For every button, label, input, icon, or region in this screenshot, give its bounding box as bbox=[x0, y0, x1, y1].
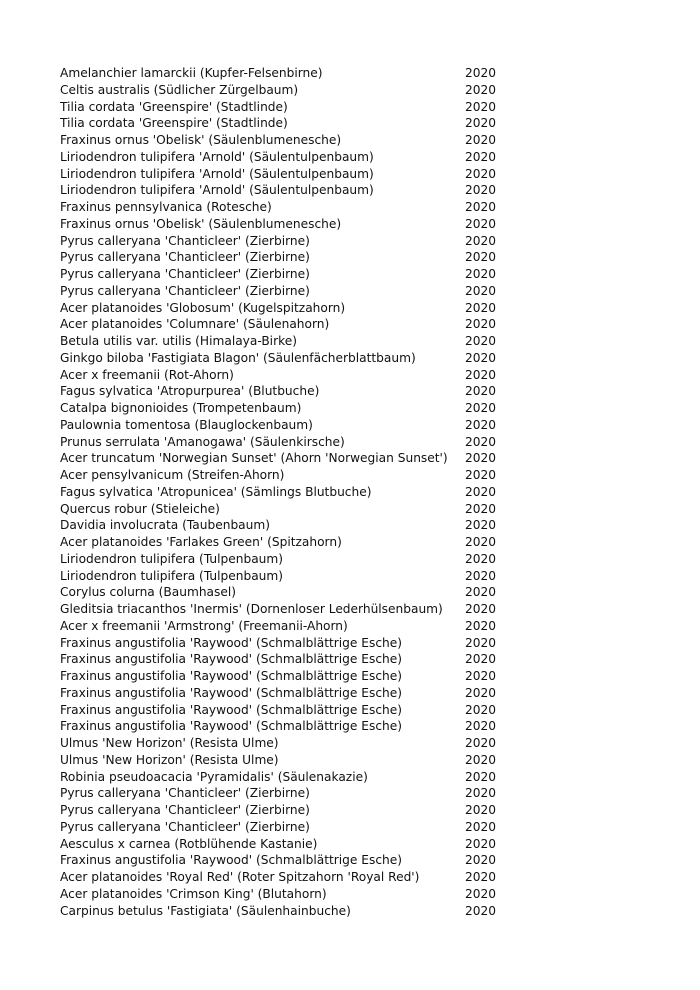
list-item bbox=[60, 199, 520, 216]
tree-name: Fagus sylvatica 'Atropurpurea' (Blutbuche) bbox=[60, 384, 320, 399]
tree-name: Carpinus betulus 'Fastigiata' (Säulenhainbuche) bbox=[60, 903, 351, 918]
list-item bbox=[60, 367, 520, 384]
tree-name: Liriodendron tulipifera (Tulpenbaum) bbox=[60, 568, 284, 583]
tree-name: Fraxinus ornus 'Obelisk' (Säulenblumenesche) bbox=[60, 216, 342, 231]
planting-year: 2020 bbox=[465, 183, 497, 198]
planting-year: 2020 bbox=[465, 853, 497, 868]
planting-year: 2020 bbox=[465, 535, 497, 549]
planting-year: 2020 bbox=[465, 350, 497, 365]
list-item bbox=[60, 886, 520, 903]
list-item bbox=[60, 99, 520, 116]
list-item bbox=[60, 300, 520, 317]
planting-year: 2020 bbox=[465, 803, 497, 817]
planting-year: 2020 bbox=[465, 618, 497, 633]
tree-name: Fraxinus angustifolia 'Raywood' (Schmalblättrige Esche) bbox=[60, 853, 402, 868]
list-item bbox=[60, 333, 520, 350]
planting-year: 2020 bbox=[465, 501, 497, 516]
planting-year: 2020 bbox=[465, 585, 497, 600]
list-item bbox=[60, 249, 520, 266]
list-item bbox=[60, 316, 520, 333]
planting-year: 2020 bbox=[465, 250, 497, 265]
list-item bbox=[60, 182, 520, 199]
list-item bbox=[60, 836, 520, 853]
planting-year: 2020 bbox=[465, 602, 497, 616]
tree-name: Fraxinus pennsylvanica (Rotesche) bbox=[60, 200, 272, 214]
planting-year: 2020 bbox=[465, 635, 497, 650]
planting-year: 2020 bbox=[465, 484, 497, 499]
tree-name: Celtis australis (Südlicher Zürgelbaum) bbox=[60, 82, 299, 97]
tree-name: Pyrus calleryana 'Chanticleer' (Zierbirne) bbox=[60, 819, 310, 834]
list-item bbox=[60, 233, 520, 250]
list-item bbox=[60, 82, 520, 99]
tree-name: Liriodendron tulipifera (Tulpenbaum) bbox=[60, 551, 284, 566]
tree-name: Ulmus 'New Horizon' (Resista Ulme) bbox=[60, 736, 279, 750]
planting-year: 2020 bbox=[465, 702, 497, 717]
list-item bbox=[60, 551, 520, 568]
planting-year: 2020 bbox=[465, 99, 497, 114]
planting-year: 2020 bbox=[465, 685, 497, 700]
list-item bbox=[60, 819, 520, 836]
tree-name: Acer x freemanii (Rot-Ahorn) bbox=[60, 367, 234, 382]
list-item bbox=[60, 484, 520, 501]
list-item bbox=[60, 65, 520, 82]
planting-year: 2020 bbox=[465, 769, 497, 784]
tree-name: Aesculus x carnea (Rotblühende Kastanie) bbox=[60, 836, 318, 851]
planting-year: 2020 bbox=[465, 434, 497, 449]
tree-name: Fraxinus angustifolia 'Raywood' (Schmalblättrige Esche) bbox=[60, 669, 402, 683]
planting-year: 2020 bbox=[465, 719, 497, 734]
tree-name: Fraxinus ornus 'Obelisk' (Säulenblumenesche) bbox=[60, 133, 342, 147]
list-item bbox=[60, 383, 520, 400]
tree-name: Tilia cordata 'Greenspire' (Stadtlinde) bbox=[60, 99, 288, 114]
tree-name: Ulmus 'New Horizon' (Resista Ulme) bbox=[60, 752, 279, 767]
planting-year: 2020 bbox=[465, 283, 497, 298]
list-item bbox=[60, 450, 520, 467]
planting-year: 2020 bbox=[465, 66, 497, 80]
planting-year: 2020 bbox=[465, 736, 497, 750]
list-item bbox=[60, 618, 520, 635]
planting-year: 2020 bbox=[465, 752, 497, 767]
tree-name: Amelanchier lamarckii (Kupfer-Felsenbirne) bbox=[60, 66, 323, 80]
planting-year: 2020 bbox=[465, 518, 497, 533]
list-item bbox=[60, 400, 520, 417]
list-item bbox=[60, 635, 520, 652]
list-item bbox=[60, 517, 520, 534]
planting-year: 2020 bbox=[465, 819, 497, 834]
planting-year: 2020 bbox=[465, 233, 497, 248]
planting-year: 2020 bbox=[465, 300, 497, 315]
planting-year: 2020 bbox=[465, 786, 497, 801]
list-item bbox=[60, 718, 520, 735]
list-item bbox=[60, 266, 520, 283]
planting-year: 2020 bbox=[465, 652, 497, 667]
list-item bbox=[60, 283, 520, 300]
tree-name: Fraxinus angustifolia 'Raywood' (Schmalblättrige Esche) bbox=[60, 702, 402, 717]
tree-name: Quercus robur (Stieleiche) bbox=[60, 501, 220, 516]
planting-year: 2020 bbox=[465, 468, 497, 482]
list-item bbox=[60, 350, 520, 367]
list-item bbox=[60, 869, 520, 886]
list-item bbox=[60, 903, 520, 920]
list-item bbox=[60, 467, 520, 484]
tree-name: Acer platanoides 'Royal Red' (Roter Spitzahorn 'Royal Red') bbox=[60, 870, 420, 884]
planting-year: 2020 bbox=[465, 417, 497, 432]
tree-name: Liriodendron tulipifera 'Arnold' (Säulentulpenbaum) bbox=[60, 149, 374, 164]
list-item bbox=[60, 434, 520, 451]
tree-name: Acer platanoides 'Globosum' (Kugelspitzahorn) bbox=[60, 300, 346, 315]
tree-name: Robinia pseudoacacia 'Pyramidalis' (Säulenakazie) bbox=[60, 769, 368, 784]
planting-year: 2020 bbox=[465, 401, 497, 415]
planting-year: 2020 bbox=[465, 836, 497, 851]
planting-year: 2020 bbox=[465, 669, 497, 683]
planting-year: 2020 bbox=[465, 267, 497, 281]
list-item bbox=[60, 668, 520, 685]
tree-list bbox=[60, 65, 520, 919]
planting-year: 2020 bbox=[465, 82, 497, 97]
tree-name: Catalpa bignonioides (Trompetenbaum) bbox=[60, 401, 302, 415]
planting-year: 2020 bbox=[465, 903, 497, 918]
tree-name: Acer x freemanii 'Armstrong' (Freemanii-Ahorn) bbox=[60, 618, 348, 633]
planting-year: 2020 bbox=[465, 334, 497, 348]
tree-name: Fagus sylvatica 'Atropunicea' (Sämlings Blutbuche) bbox=[60, 484, 372, 499]
tree-name: Acer pensylvanicum (Streifen-Ahorn) bbox=[60, 468, 285, 482]
tree-name: Fraxinus angustifolia 'Raywood' (Schmalblättrige Esche) bbox=[60, 685, 402, 700]
planting-year: 2020 bbox=[465, 870, 497, 884]
planting-year: 2020 bbox=[465, 551, 497, 566]
tree-name: Fraxinus angustifolia 'Raywood' (Schmalblättrige Esche) bbox=[60, 635, 402, 650]
tree-name: Acer platanoides 'Columnare' (Säulenahorn) bbox=[60, 317, 330, 332]
planting-year: 2020 bbox=[465, 116, 497, 131]
tree-name: Fraxinus angustifolia 'Raywood' (Schmalblättrige Esche) bbox=[60, 652, 402, 667]
list-item bbox=[60, 501, 520, 518]
planting-year: 2020 bbox=[465, 317, 497, 332]
list-item bbox=[60, 132, 520, 149]
tree-name: Liriodendron tulipifera 'Arnold' (Säulentulpenbaum) bbox=[60, 166, 374, 181]
planting-year: 2020 bbox=[465, 451, 497, 466]
list-item bbox=[60, 769, 520, 786]
list-item bbox=[60, 735, 520, 752]
planting-year: 2020 bbox=[465, 384, 497, 399]
tree-name: Pyrus calleryana 'Chanticleer' (Zierbirne) bbox=[60, 267, 310, 281]
tree-name: Paulownia tomentosa (Blauglockenbaum) bbox=[60, 417, 313, 432]
tree-name: Betula utilis var. utilis (Himalaya-Birke) bbox=[60, 334, 297, 348]
tree-name: Liriodendron tulipifera 'Arnold' (Säulentulpenbaum) bbox=[60, 183, 374, 198]
tree-name: Acer truncatum 'Norwegian Sunset' (Ahorn 'Norwegian Sunset') bbox=[60, 451, 448, 466]
list-item bbox=[60, 568, 520, 585]
planting-year: 2020 bbox=[465, 216, 497, 231]
list-item bbox=[60, 534, 520, 551]
planting-year: 2020 bbox=[465, 166, 497, 181]
list-item bbox=[60, 852, 520, 869]
list-item bbox=[60, 417, 520, 434]
list-item bbox=[60, 584, 520, 601]
planting-year: 2020 bbox=[465, 133, 497, 147]
list-item bbox=[60, 651, 520, 668]
planting-year: 2020 bbox=[465, 149, 497, 164]
tree-name: Gleditsia triacanthos 'Inermis' (Dornenloser Lederhülsenbaum) bbox=[60, 602, 443, 616]
tree-name: Pyrus calleryana 'Chanticleer' (Zierbirne) bbox=[60, 250, 310, 265]
tree-name: Acer platanoides 'Farlakes Green' (Spitzahorn) bbox=[60, 535, 342, 549]
list-item bbox=[60, 785, 520, 802]
planting-year: 2020 bbox=[465, 568, 497, 583]
planting-year: 2020 bbox=[465, 200, 497, 214]
tree-name: Corylus colurna (Baumhasel) bbox=[60, 585, 237, 600]
list-item bbox=[60, 702, 520, 719]
list-item bbox=[60, 115, 520, 132]
planting-year: 2020 bbox=[465, 886, 497, 901]
tree-name: Davidia involucrata (Taubenbaum) bbox=[60, 518, 270, 533]
list-item bbox=[60, 216, 520, 233]
tree-name: Pyrus calleryana 'Chanticleer' (Zierbirne) bbox=[60, 233, 310, 248]
list-item bbox=[60, 601, 520, 618]
list-item bbox=[60, 685, 520, 702]
tree-name: Tilia cordata 'Greenspire' (Stadtlinde) bbox=[60, 116, 288, 131]
tree-name: Fraxinus angustifolia 'Raywood' (Schmalblättrige Esche) bbox=[60, 719, 402, 734]
tree-name: Prunus serrulata 'Amanogawa' (Säulenkirsche) bbox=[60, 434, 345, 449]
list-item bbox=[60, 752, 520, 769]
tree-name: Pyrus calleryana 'Chanticleer' (Zierbirne) bbox=[60, 803, 310, 817]
list-item bbox=[60, 802, 520, 819]
tree-name: Pyrus calleryana 'Chanticleer' (Zierbirne) bbox=[60, 283, 310, 298]
list-item bbox=[60, 166, 520, 183]
list-item bbox=[60, 149, 520, 166]
planting-year: 2020 bbox=[465, 367, 497, 382]
tree-name: Ginkgo biloba 'Fastigiata Blagon' (Säulenfächerblattbaum) bbox=[60, 350, 416, 365]
tree-name: Acer platanoides 'Crimson King' (Blutahorn) bbox=[60, 886, 327, 901]
tree-name: Pyrus calleryana 'Chanticleer' (Zierbirne) bbox=[60, 786, 310, 801]
